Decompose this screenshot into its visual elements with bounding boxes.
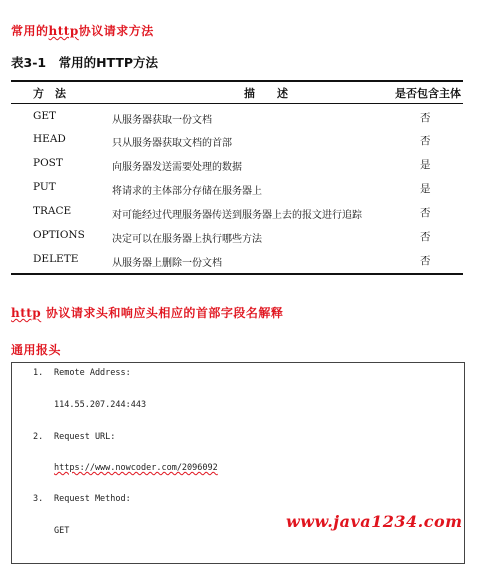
heading-text: 协议请求头和响应头相应的首部字段名解释	[41, 306, 284, 320]
cell-description: 从服务器获取一份文档	[112, 115, 212, 126]
cell-description: 决定可以在服务器上执行哪些方法	[112, 234, 262, 245]
heading-text: 协议请求方法	[78, 24, 154, 38]
heading-http-word: http	[48, 24, 79, 38]
cell-method: TRACE	[33, 205, 72, 217]
cell-method: OPTIONS	[33, 229, 85, 241]
cell-has-body: 否	[420, 207, 431, 219]
section-heading-general-headers: 通用报头	[11, 343, 62, 357]
cell-description: 向服务器发送需要处理的数据	[112, 162, 242, 173]
cell-has-body: 是	[420, 159, 431, 171]
cell-has-body: 是	[420, 183, 431, 195]
code-url: https://www.nowcoder.com/2096092	[54, 463, 218, 473]
section-heading-http-methods	[11, 22, 154, 39]
table-header-rule	[11, 103, 463, 104]
cell-method: DELETE	[33, 253, 79, 265]
code-text: Request URL:	[54, 432, 116, 442]
header-has-body: 是否包含主体	[395, 87, 461, 100]
cell-description: 对可能经过代理服务器传送到服务器上去的报文进行追踪	[112, 210, 362, 221]
watermark: www.java1234.com	[286, 512, 463, 531]
cell-method: PUT	[33, 181, 56, 193]
code-text: 114.55.207.244:443	[54, 400, 147, 410]
header-description: 描 述	[244, 87, 288, 100]
cell-description: 将请求的主体部分存储在服务器上	[112, 186, 262, 197]
code-block	[11, 362, 465, 564]
line-number: 2.	[33, 432, 44, 442]
cell-method: HEAD	[33, 133, 66, 145]
cell-method: GET	[33, 110, 57, 122]
code-text: Request Method:	[54, 494, 131, 504]
table-top-rule	[11, 80, 463, 82]
code-text: Remote Address:	[54, 368, 131, 378]
cell-description: 从服务器上删除一份文档	[112, 258, 222, 269]
cell-has-body: 否	[420, 231, 431, 243]
cell-description: 只从服务器获取文档的首部	[112, 138, 232, 149]
table-bottom-rule	[11, 273, 463, 275]
line-number: 1.	[33, 368, 44, 378]
line-number: 3.	[33, 494, 44, 504]
heading-http-word: http	[11, 306, 42, 320]
header-method: 方 法	[33, 87, 66, 100]
cell-has-body: 否	[420, 255, 431, 267]
cell-has-body: 否	[420, 112, 431, 124]
table-caption: 表3-1 常用的HTTP方法	[11, 55, 159, 70]
cell-has-body: 否	[420, 135, 431, 147]
section-heading-header-fields	[11, 304, 283, 321]
cell-method: POST	[33, 157, 63, 169]
heading-text: 常用的	[11, 24, 49, 38]
code-text: GET	[54, 526, 70, 536]
